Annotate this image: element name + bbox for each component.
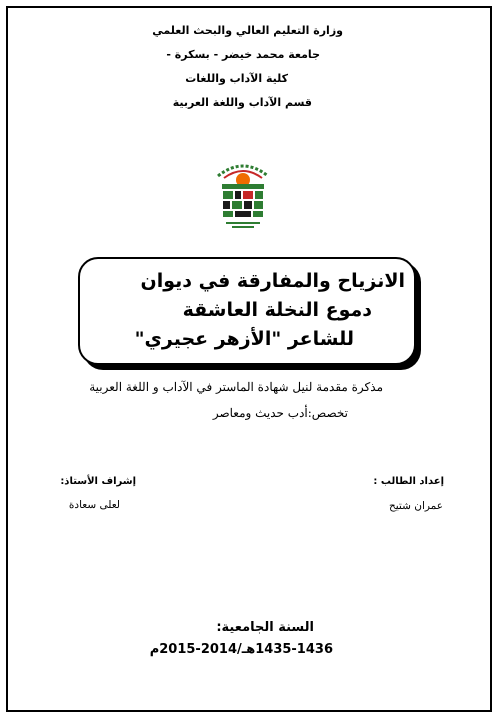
ministry-line: وزارة التعليم العالي والبحث العلمي xyxy=(152,24,343,37)
memo-description: مذكرة مقدمة لنيل شهادة الماستر في الآداب و اللغة العربية xyxy=(89,380,383,394)
specialty-line: تخصص:أدب حديث ومعاصر xyxy=(212,406,348,420)
department-line: قسم الآداب واللغة العربية xyxy=(172,96,312,109)
university-line: جامعة محمد خيضر - بسكرة - xyxy=(166,48,320,61)
thesis-title-line-3: للشاعر "الأزهر عجيري" xyxy=(134,328,354,350)
faculty-line: كلية الآداب واللغات xyxy=(185,72,288,85)
academic-year-label: السنة الجامعية: xyxy=(216,620,314,635)
supervisor-label: إشراف الأستاذ: xyxy=(60,476,136,487)
academic-year-value: 1435-1436هـ/2014-2015م xyxy=(149,642,333,657)
supervisor-name: لعلى سعادة xyxy=(68,499,120,511)
student-name: عمران شتيح xyxy=(388,500,443,512)
university-logo-icon xyxy=(210,158,276,234)
thesis-title-line-1: الانزياح والمفارقة في ديوان xyxy=(140,270,405,292)
student-label: إعداد الطالب : xyxy=(373,476,444,487)
thesis-title-line-2: دموع النخلة العاشقة xyxy=(182,299,372,321)
